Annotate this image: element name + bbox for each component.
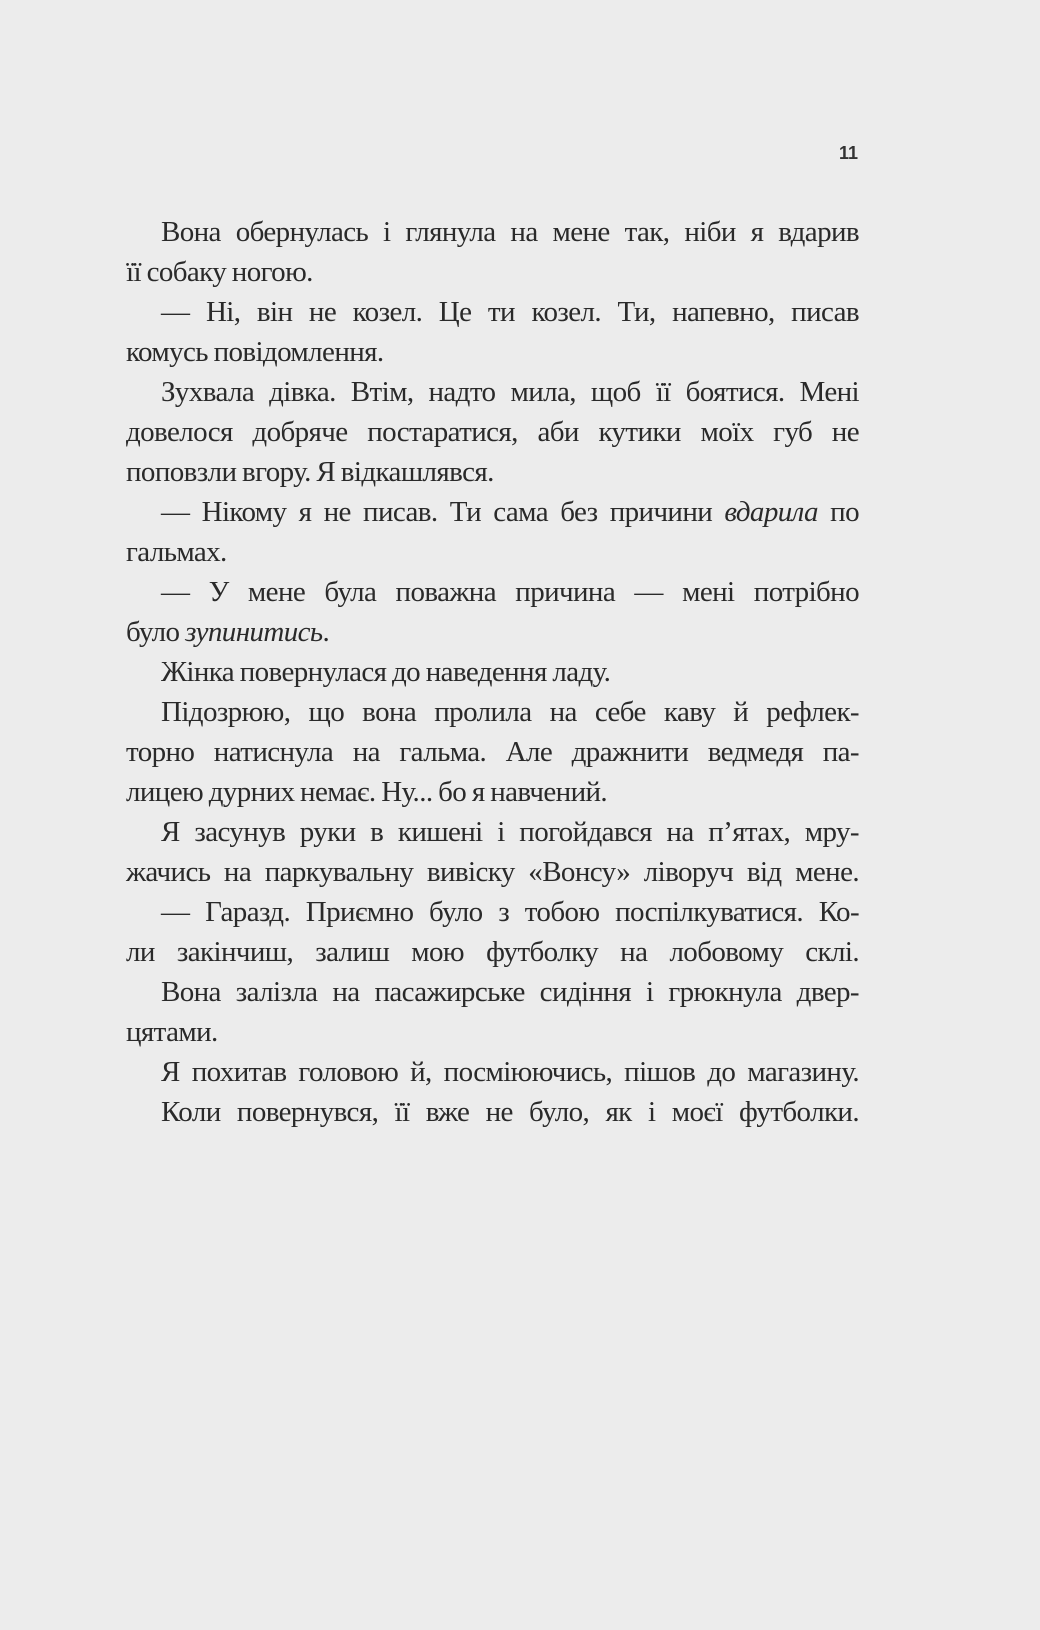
paragraph — [126, 212, 859, 292]
page-number: 11 — [838, 143, 858, 163]
paragraph — [126, 652, 859, 692]
paragraph — [126, 892, 859, 972]
paragraph — [126, 692, 859, 812]
text-line: гальмах. — [126, 536, 227, 568]
text-line: її собаку ногою. — [126, 256, 313, 288]
text-line: комусь повідомлення. — [126, 336, 384, 368]
text-line: Жінка повернулася до наведення ладу. — [161, 656, 611, 688]
text-line: Підозрюю, що вона пролила на себе каву й рефлек- — [161, 696, 859, 728]
text-line: Зухвала дівка. Втім, надто мила, щоб її боятися. Мені — [161, 376, 859, 408]
text-line: Я засунув руки в кишені і погойдався на п’ятах, мру- — [161, 816, 859, 848]
paragraph — [126, 292, 859, 372]
book-text-body — [126, 212, 859, 1132]
text-line: Коли повернувся, її вже не було, як і моєї футболки. — [161, 1096, 859, 1128]
text-line: жачись на паркувальну вивіску «Вонсу» ліворуч від мене. — [126, 856, 859, 888]
text-line: довелося добряче постаратися, аби кутики моїх губ не — [126, 416, 859, 448]
text-line: Вона залізла на пасажирське сидіння і грюкнула двер- — [161, 976, 859, 1008]
italic-emphasis: зупинитись — [185, 616, 323, 648]
text-line: — Ні, він не козел. Це ти козел. Ти, напевно, писав — [161, 296, 859, 328]
paragraph — [126, 372, 859, 492]
paragraph — [126, 812, 859, 892]
text-line: торно натиснула на гальма. Але дражнити ведмедя па- — [126, 736, 859, 768]
text-line: Я похитав головою й, посміюючись, пішов до магазину. — [161, 1056, 859, 1088]
text-line: цятами. — [126, 1016, 218, 1048]
text-line: було зупинитись. — [126, 616, 330, 648]
italic-emphasis: вдарила — [724, 496, 818, 528]
text-line: — У мене була поважна причина — мені потрібно — [161, 576, 859, 608]
paragraph — [126, 1092, 859, 1132]
paragraph — [126, 972, 859, 1052]
text-line: — Нікому я не писав. Ти сама без причини вдарила по — [161, 496, 859, 528]
text-line: ли закінчиш, залиш мою футболку на лобовому склі. — [126, 936, 859, 968]
paragraph — [126, 572, 859, 652]
text-line: Вона обернулась і глянула на мене так, ніби я вдарив — [161, 216, 859, 248]
text-line: — Гаразд. Приємно було з тобою поспілкуватися. Ко- — [161, 896, 859, 928]
paragraph — [126, 492, 859, 572]
paragraph — [126, 1052, 859, 1092]
text-line: поповзли вгору. Я відкашлявся. — [126, 456, 494, 488]
text-line: лицею дурних немає. Ну... бо я навчений. — [126, 776, 608, 808]
